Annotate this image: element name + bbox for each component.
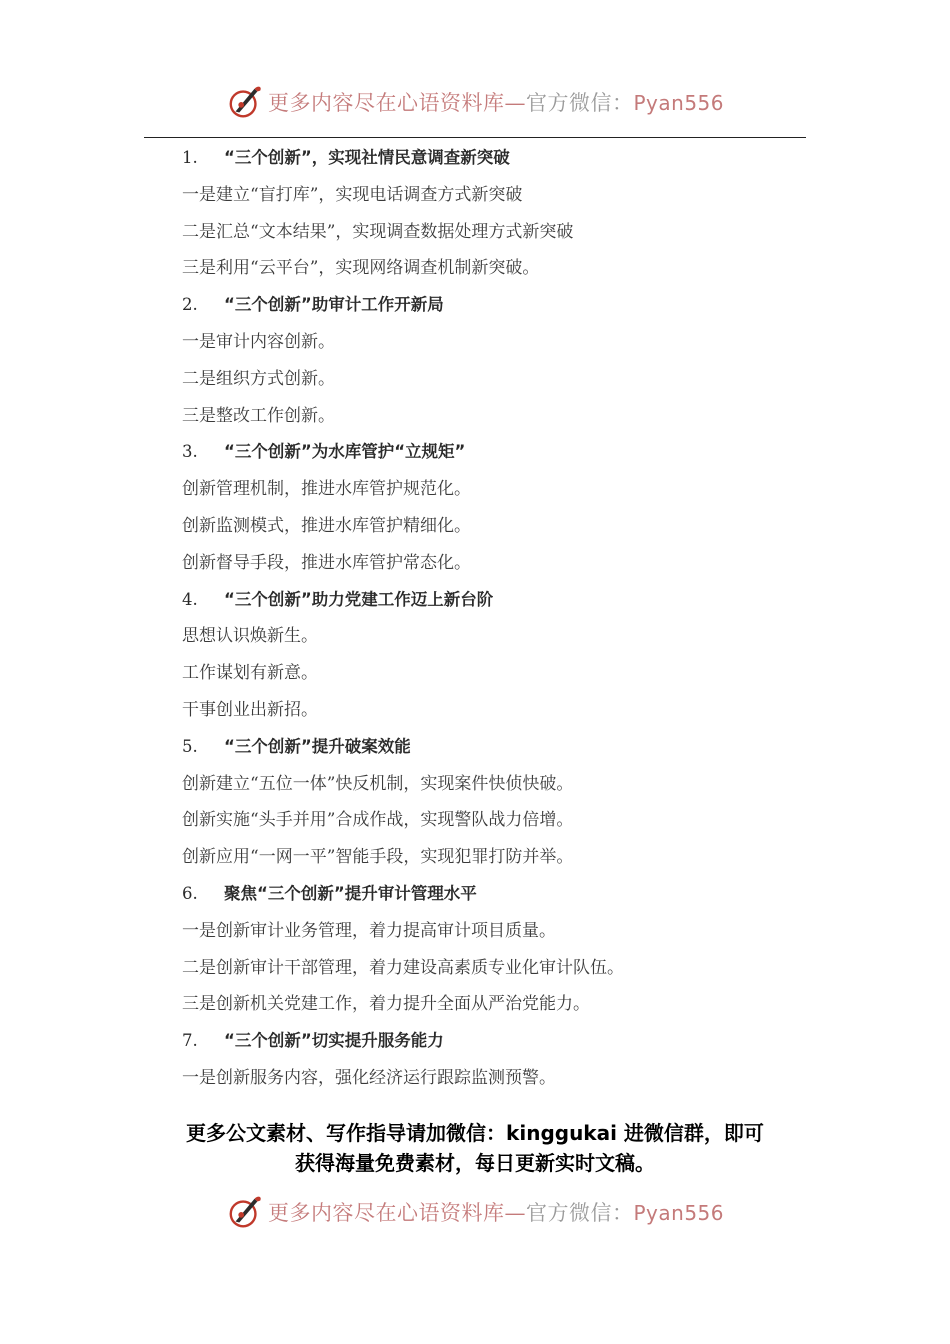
section-item: 工作谋划有新意。 <box>182 663 318 684</box>
section-number: 6. <box>182 883 198 903</box>
section-title: “三个创新”为水库管护“立规矩” <box>224 442 466 462</box>
section-heading <box>182 876 802 913</box>
section-item: 干事创业出新招。 <box>182 699 318 720</box>
quill-logo-icon <box>226 1193 264 1231</box>
section-item: 二是组织方式创新。 <box>182 368 335 389</box>
section-item: 创新监测模式，推进水库管护精细化。 <box>182 515 471 536</box>
section-item: 创新实施“头手并用”合成作战，实现警队战力倍增。 <box>182 810 574 831</box>
section-heading <box>182 729 802 766</box>
footer-note-line2: 获得海量免费素材，每日更新实时文稿。 <box>295 1151 655 1175</box>
section-title: “三个创新”切实提升服务能力 <box>224 1031 444 1051</box>
banner-dash: — <box>504 91 526 115</box>
banner-wechat-id: Pyan556 <box>633 91 724 115</box>
section-item: 创新管理机制，推进水库管护规范化。 <box>182 479 471 500</box>
section-title: “三个创新”助力党建工作迈上新台阶 <box>224 589 494 609</box>
section-heading <box>182 1023 802 1060</box>
banner-site-text: 更多内容尽在心语资料库 <box>267 91 505 115</box>
banner-text <box>268 87 724 117</box>
section-item: 一是审计内容创新。 <box>182 331 335 352</box>
banner-text <box>268 1197 724 1227</box>
section-number: 7. <box>182 1031 198 1051</box>
section-number: 1. <box>182 148 198 167</box>
document-body <box>182 140 802 1097</box>
footer-banner <box>0 1192 950 1232</box>
section-heading <box>182 434 802 471</box>
footer-note-line1: 更多公文素材、写作指导请加微信：kinggukai 进微信群，即可 <box>186 1121 764 1145</box>
section-heading <box>182 287 802 324</box>
section-item: 一是创新服务内容，强化经济运行跟踪监测预警。 <box>182 1067 556 1088</box>
header-divider <box>144 137 806 138</box>
section-item: 三是创新机关党建工作，着力提升全面从严治党能力。 <box>182 994 590 1015</box>
banner-wechat-label: 官方微信： <box>525 91 634 115</box>
banner-wechat-label: 官方微信： <box>525 1201 634 1225</box>
section-item: 一是创新审计业务管理，着力提高审计项目质量。 <box>182 920 556 941</box>
section-item: 创新建立“五位一体”快反机制，实现案件快侦快破。 <box>182 773 574 794</box>
section-number: 2. <box>182 295 198 315</box>
section-title: “三个创新”助审计工作开新局 <box>224 295 444 315</box>
footer-note <box>100 1118 850 1178</box>
section-item: 思想认识焕新生。 <box>182 626 318 647</box>
section-title: “三个创新”，实现社情民意调查新突破 <box>224 148 510 167</box>
section-title: 聚焦“三个创新”提升审计管理水平 <box>224 883 477 903</box>
section-heading <box>182 582 802 619</box>
section-item: 三是整改工作创新。 <box>182 405 335 426</box>
section-item: 一是建立“盲打库”，实现电话调查方式新突破 <box>182 184 523 205</box>
section-number: 5. <box>182 736 198 756</box>
banner-wechat-id: Pyan556 <box>633 1201 724 1225</box>
section-number: 3. <box>182 442 198 462</box>
banner-site-text: 更多内容尽在心语资料库 <box>267 1201 505 1225</box>
section-title: “三个创新”提升破案效能 <box>224 736 411 756</box>
section-number: 4. <box>182 589 198 609</box>
section-item: 创新应用“一网一平”智能手段，实现犯罪打防并举。 <box>182 847 574 868</box>
header-banner <box>0 82 950 122</box>
section-item: 三是利用“云平台”，实现网络调查机制新突破。 <box>182 258 540 279</box>
section-item: 二是创新审计干部管理，着力建设高素质专业化审计队伍。 <box>182 957 624 978</box>
section-item: 二是汇总“文本结果”，实现调查数据处理方式新突破 <box>182 221 574 242</box>
section-item: 创新督导手段，推进水库管护常态化。 <box>182 552 471 573</box>
section-heading <box>182 140 802 177</box>
quill-logo-icon <box>226 83 264 121</box>
banner-dash: — <box>504 1201 526 1225</box>
